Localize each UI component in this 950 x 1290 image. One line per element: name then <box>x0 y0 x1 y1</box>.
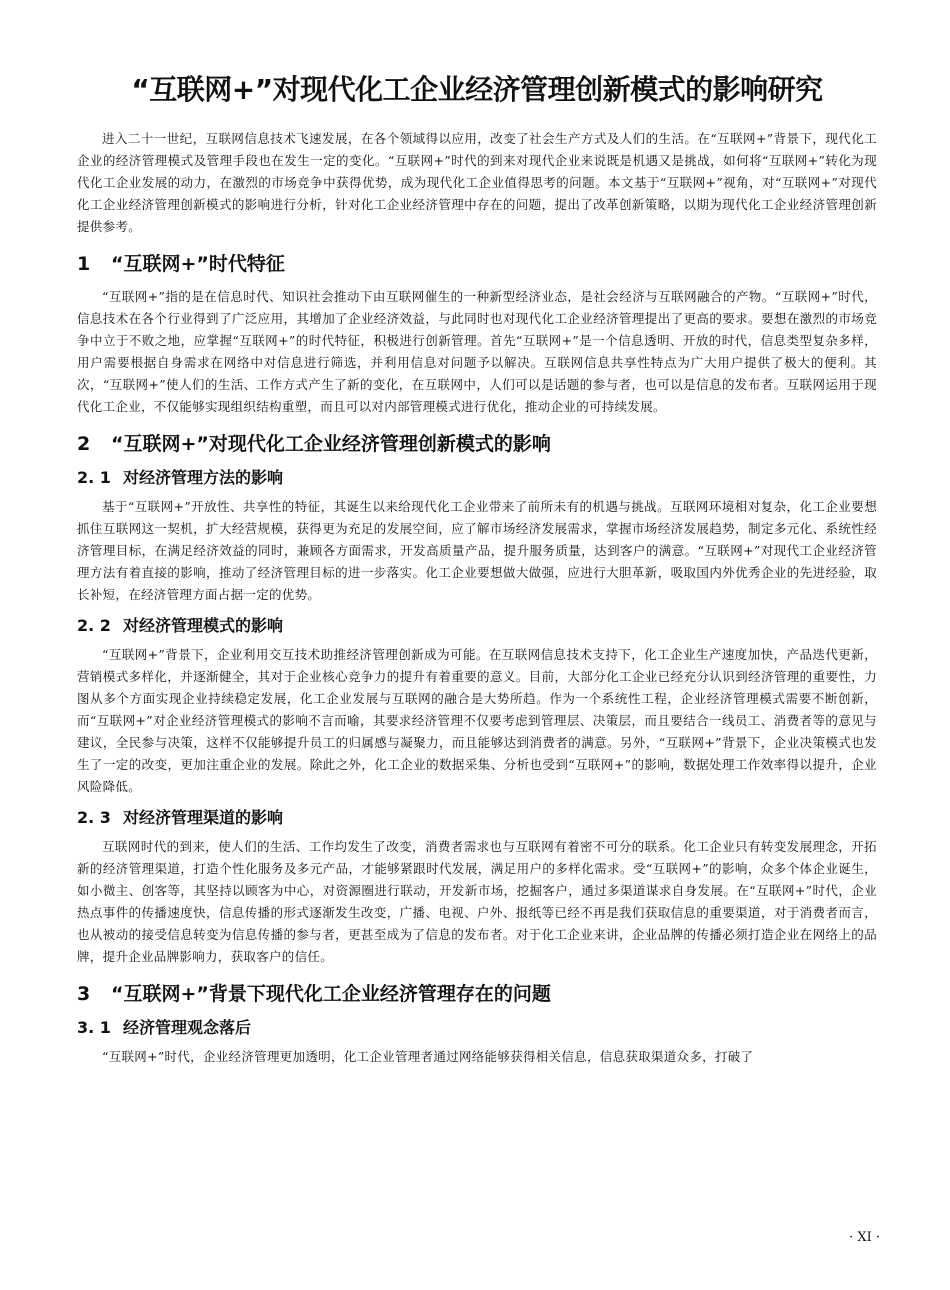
section-heading <box>77 250 877 278</box>
subsection-heading <box>77 1016 877 1040</box>
body-paragraph: 基于“互联网+”开放性、共享性的特征，其诞生以来给现代化工企业带来了前所未有的机遇与挑战。互联网环境相对复杂，化工企业要想抓住互联网这一契机，扩大经营规模，获得更为充足的发展空间，应了解市场经济发展需求，掌握市场经济发展趋势，制定多元化、系统性经济管理目标，在满足经济效益的同时，兼顾各方面需求，开发高质量产品，提升服务质量，达到客户的满意。“互联网+”对现代工企业经济管理方法有着直接的影响，推动了经济管理目标的进一步落实。化工企业要想做大做强，应进行大胆革新，吸取国内外优秀企业的先进经验，取长补短，在经济管理方面占据一定的优势。 <box>77 499 877 602</box>
section-number: 1 <box>77 253 91 275</box>
body-paragraph: “互联网+”背景下，企业利用交互技术助推经济管理创新成为可能。在互联网信息技术支持下，化工企业生产速度加快，产品迭代更新，营销模式多样化，并逐渐健全，其对于企业核心竞争力的提升有着重要的意义。目前，大部分化工企业已经充分认识到经济管理的重要性，力图从多个方面实现企业持续稳定发展，化工企业发展与互联网的融合是大势所趋。作为一个系统性工程，企业经济管理模式需要不断创新，而“互联网+”对企业经济管理模式的影响不言而喻，其要求经济管理不仅要考虑到管理层、决策层，而且要结合一线员工、消费者等的意见与建议，全民参与决策，这样不仅能够提升员工的归属感与凝聚力，而且能够达到消费者的满意。另外，“互联网+”背景下，企业决策模式也发生了一定的改变，更加注重企业的发展。除此之外，化工企业的数据采集、分析也受到“互联网+”的影响，数据处理工作效率得以提升，企业风险降低。 <box>77 647 877 794</box>
article <box>77 0 877 1068</box>
body-paragraph: “互联网+”时代，企业经济管理更加透明，化工企业管理者通过网络能够获得相关信息，信息获取渠道众多，打破了 <box>102 1049 754 1064</box>
subsection-title: 对经济管理方法的影响 <box>123 468 284 487</box>
subsection-number: 2. 3 <box>77 808 111 827</box>
page-title: “互联网+”对现代化工企业经济管理创新模式的影响研究 <box>131 73 823 106</box>
subsection-title: 对经济管理模式的影响 <box>123 616 284 635</box>
section-title: “互联网+”时代特征 <box>111 253 285 275</box>
section-heading <box>77 980 877 1008</box>
section-number: 2 <box>77 433 91 455</box>
subsection-title: 经济管理观念落后 <box>123 1018 252 1037</box>
subsection-heading <box>77 466 877 490</box>
page-number: · XI · <box>849 1230 880 1245</box>
subsection-number: 2. 1 <box>77 468 111 487</box>
section-number: 3 <box>77 983 91 1005</box>
section-heading <box>77 430 877 458</box>
subsection-heading <box>77 614 877 638</box>
subsection-number: 2. 2 <box>77 616 111 635</box>
body-paragraph: 互联网时代的到来，使人们的生活、工作均发生了改变，消费者需求也与互联网有着密不可分的联系。化工企业只有转变发展理念，开拓新的经济管理渠道，打造个性化服务及多元产品，才能够紧跟时代发展，满足用户的多样化需求。受“互联网+”的影响，众多个体企业诞生，如小微主、创客等，其坚持以顾客为中心，对资源圈进行联动，开发新市场，挖掘客户，通过多渠道谋求自身发展。在“互联网+”时代，企业热点事件的传播速度快，信息传播的形式逐渐发生改变，广播、电视、户外、报纸等已经不再是我们获取信息的重要渠道，对于消费者而言，也从被动的接受信息转变为信息传播的参与者，更甚至成为了信息的发布者。对于化工企业来讲，企业品牌的传播必须打造企业在网络上的品牌，提升企业品牌影响力，获取客户的信任。 <box>77 839 877 964</box>
section-title: “互联网+”对现代化工企业经济管理创新模式的影响 <box>111 433 551 455</box>
subsection-number: 3. 1 <box>77 1018 111 1037</box>
subsection-title: 对经济管理渠道的影响 <box>123 808 284 827</box>
section-title: “互联网+”背景下现代化工企业经济管理存在的问题 <box>111 983 551 1005</box>
abstract-paragraph: 进入二十一世纪，互联网信息技术飞速发展，在各个领域得以应用，改变了社会生产方式及人们的生活。在“互联网+”背景下，现代化工企业的经济管理模式及管理手段也在发生一定的变化。“互联网+”时代的到来对现代企业来说既是机遇又是挑战，如何将“互联网+”转化为现代化工企业发展的动力，在激烈的市场竞争中获得优势，成为现代化工企业值得思考的问题。本文基于“互联网+”视角，对“互联网+”对现代化工企业经济管理创新模式的影响进行分析，针对化工企业经济管理中存在的问题，提出了改革创新策略，以期为现代化工企业经济管理创新提供参考。 <box>77 131 877 234</box>
subsection-heading <box>77 806 877 830</box>
body-paragraph: “互联网+”指的是在信息时代、知识社会推动下由互联网催生的一种新型经济业态，是社会经济与互联网融合的产物。“互联网+”时代，信息技术在各个行业得到了广泛应用，其增加了企业经济效益，与此同时也对现代化工企业经济管理提出了更高的要求。要想在激烈的市场竞争中立于不败之地，应掌握“互联网+”的时代特征，积极进行创新管理。首先“互联网+”是一个信息透明、开放的时代，信息类型复杂多样，用户需要根据自身需求在网络中对信息进行筛选，并利用信息对问题予以解决。互联网信息共享性特点为广大用户提供了极大的便利。其次，“互联网+”使人们的生活、工作方式产生了新的变化，在互联网中，人们可以是话题的参与者，也可以是信息的发布者。互联网运用于现代化工企业，不仅能够实现组织结构重塑，而且可以对内部管理模式进行优化，推动企业的可持续发展。 <box>77 289 877 414</box>
